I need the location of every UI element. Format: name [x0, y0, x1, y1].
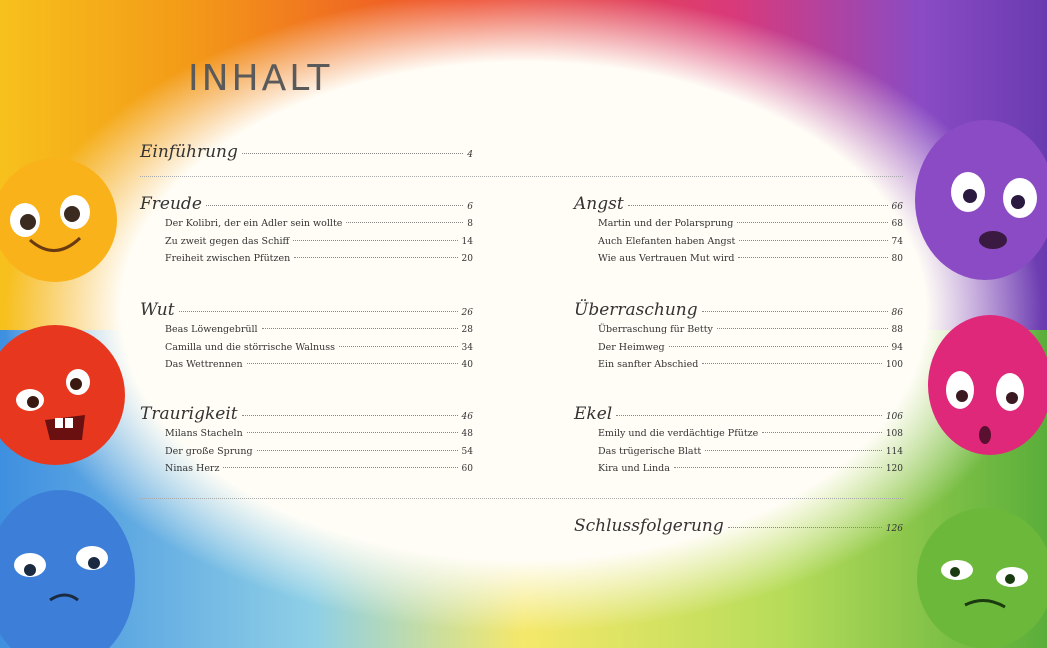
- dot-leader: [262, 328, 458, 329]
- page-number: 126: [885, 524, 903, 534]
- page-number: 80: [891, 254, 903, 264]
- dot-leader: [257, 450, 458, 451]
- toc-entry-intro[interactable]: [140, 142, 473, 162]
- entry-title: Überraschung für Betty: [598, 324, 713, 335]
- toc-chapter[interactable]: [140, 300, 473, 320]
- dot-leader: [728, 527, 882, 528]
- entry-title: Camilla und die störrische Walnuss: [165, 341, 335, 353]
- entry-title: Traurigkeit: [140, 404, 238, 424]
- dot-leader: [346, 222, 463, 223]
- toc-story[interactable]: [165, 342, 473, 353]
- entry-title: Angst: [574, 194, 624, 214]
- dot-leader: [702, 363, 882, 364]
- dot-leader: [669, 346, 888, 347]
- entry-title: Wut: [140, 300, 175, 320]
- page-number: 20: [461, 254, 473, 264]
- page-number: 14: [461, 236, 473, 247]
- page-number: 28: [461, 325, 473, 335]
- page-number: 66: [891, 202, 903, 212]
- entry-title: Freude: [140, 194, 202, 214]
- entry-title: Emily und die verdächtige Pfütze: [598, 428, 759, 439]
- page-number: 108: [885, 429, 903, 439]
- entry-title: Der Heimweg: [598, 341, 665, 353]
- page-number: 86: [891, 308, 903, 318]
- page-number: 100: [885, 360, 903, 370]
- dot-leader: [179, 311, 458, 312]
- dot-leader: [717, 328, 888, 329]
- dot-leader: [339, 346, 458, 347]
- dot-leader: [242, 415, 458, 416]
- page-number: 120: [885, 464, 903, 474]
- dot-leader: [738, 257, 887, 258]
- toc-entry-closing[interactable]: [574, 516, 903, 536]
- page-title: INHALT: [188, 58, 333, 99]
- dot-leader: [739, 240, 887, 241]
- page-number: 54: [461, 446, 473, 457]
- dot-leader: [737, 222, 887, 223]
- disgust-character: [917, 508, 1047, 648]
- toc-story[interactable]: [598, 446, 903, 457]
- toc-story[interactable]: [598, 342, 903, 353]
- toc-story[interactable]: [598, 359, 903, 370]
- entry-title: Wie aus Vertrauen Mut wird: [598, 253, 735, 264]
- dot-leader: [674, 467, 882, 468]
- toc-chapter[interactable]: [574, 300, 903, 320]
- divider-top: [140, 176, 903, 177]
- page-number: 40: [461, 360, 473, 370]
- entry-title: Beas Löwengebrüll: [165, 324, 258, 335]
- toc-story[interactable]: [165, 324, 473, 335]
- divider-bottom: [140, 498, 903, 499]
- entry-title: Der Kolibri, der ein Adler sein wollte: [165, 218, 343, 229]
- dot-leader: [628, 205, 888, 206]
- page-number: 34: [461, 342, 473, 353]
- entry-title: Ekel: [574, 404, 613, 424]
- toc-chapter[interactable]: [574, 194, 903, 214]
- toc-story[interactable]: [598, 463, 903, 474]
- toc-story[interactable]: [598, 253, 903, 264]
- page-number: 68: [891, 219, 903, 229]
- toc-story[interactable]: [598, 324, 903, 335]
- page-number: 8: [467, 219, 473, 229]
- dot-leader: [705, 450, 882, 451]
- toc-story[interactable]: [165, 218, 473, 229]
- dot-leader: [206, 205, 463, 206]
- page-number: 6: [467, 202, 473, 212]
- page-number: 60: [461, 464, 473, 474]
- dot-leader: [762, 432, 882, 433]
- dot-leader: [247, 432, 458, 433]
- dot-leader: [702, 311, 888, 312]
- toc-story[interactable]: [598, 236, 903, 247]
- entry-title: Ninas Herz: [165, 463, 220, 474]
- toc-story[interactable]: [165, 253, 473, 264]
- page-number: 48: [461, 429, 473, 439]
- toc-story[interactable]: [165, 359, 473, 370]
- entry-title: Einführung: [140, 142, 238, 162]
- toc-chapter[interactable]: [140, 404, 473, 424]
- page-number: 4: [467, 150, 473, 160]
- page-number: 74: [891, 236, 903, 247]
- entry-title: Freiheit zwischen Pfützen: [165, 253, 291, 264]
- entry-title: Auch Elefanten haben Angst: [598, 235, 736, 247]
- entry-title: Ein sanfter Abschied: [598, 359, 699, 370]
- toc-story[interactable]: [165, 463, 473, 474]
- toc-story[interactable]: [165, 446, 473, 457]
- dot-leader: [616, 415, 882, 416]
- entry-title: Das trügerische Blatt: [598, 445, 702, 457]
- page-number: 94: [891, 342, 903, 353]
- toc-chapter[interactable]: [574, 404, 903, 424]
- toc-story[interactable]: [165, 428, 473, 439]
- entry-title: Milans Stacheln: [165, 428, 243, 439]
- page-number: 26: [461, 308, 473, 318]
- entry-title: Schlussfolgerung: [574, 516, 724, 536]
- dot-leader: [223, 467, 457, 468]
- entry-title: Das Wettrennen: [165, 359, 243, 370]
- dot-leader: [247, 363, 458, 364]
- surprise-character: [928, 315, 1047, 455]
- page-number: 88: [891, 325, 903, 335]
- entry-title: Der große Sprung: [165, 445, 253, 457]
- entry-title: Martin und der Polarsprung: [598, 218, 734, 229]
- dot-leader: [242, 153, 463, 154]
- toc-story[interactable]: [598, 428, 903, 439]
- page-number: 114: [885, 446, 903, 457]
- dot-leader: [294, 257, 457, 258]
- toc-chapter[interactable]: [140, 194, 473, 214]
- entry-title: Überraschung: [574, 300, 698, 320]
- entry-title: Zu zweit gegen das Schiff: [165, 235, 290, 247]
- page-number: 46: [461, 412, 473, 422]
- toc-story[interactable]: [165, 236, 473, 247]
- dot-leader: [293, 240, 457, 241]
- page-number: 106: [885, 412, 903, 422]
- entry-title: Kira und Linda: [598, 463, 670, 474]
- toc-story[interactable]: [598, 218, 903, 229]
